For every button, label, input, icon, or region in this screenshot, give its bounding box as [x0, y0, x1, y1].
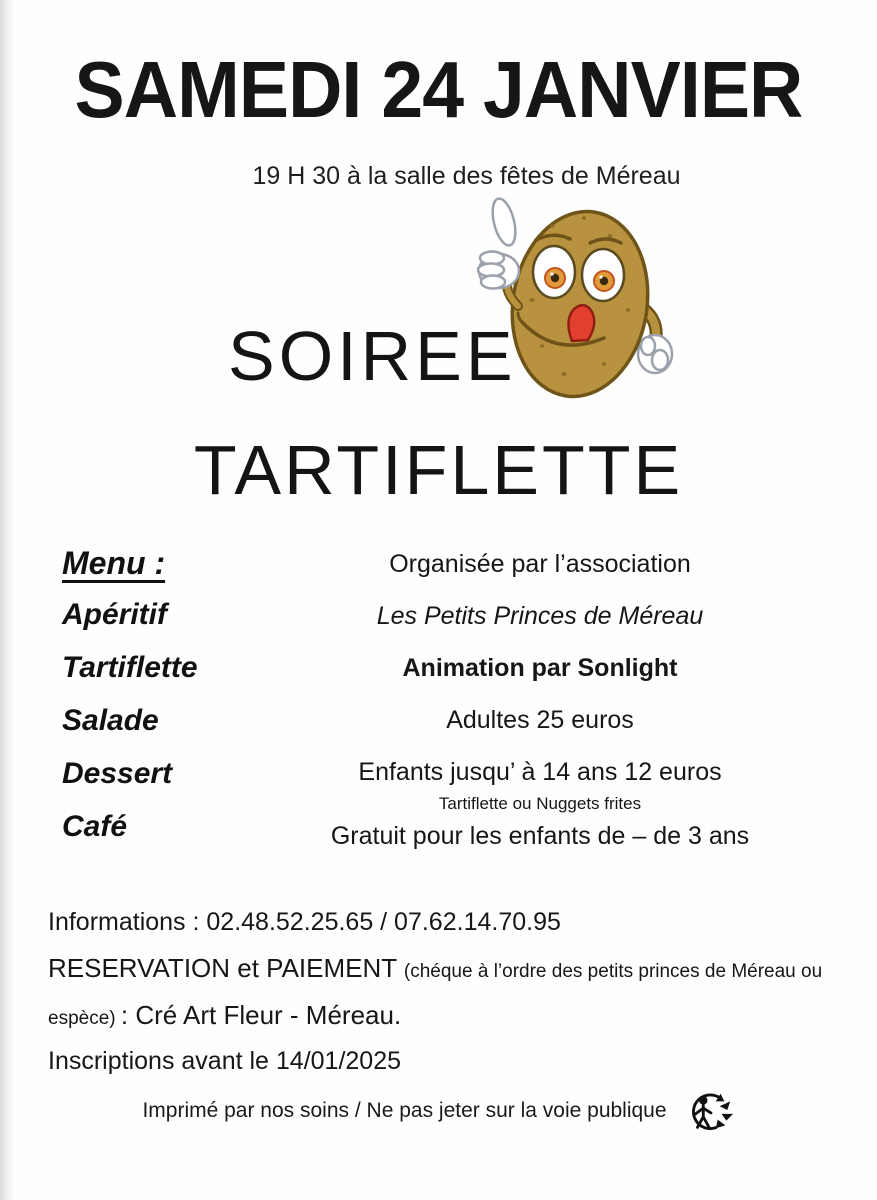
footer — [0, 1088, 877, 1134]
menu-item-dessert: Dessert — [62, 757, 173, 790]
menu-item-tartiflette: Tartiflette — [62, 651, 198, 684]
triman-recycle-icon — [685, 1088, 735, 1134]
reservation-label: RESERVATION et PAIEMENT — [48, 953, 404, 983]
reservation-line — [48, 953, 840, 984]
reservation-note-cont: espèce) — [48, 1008, 121, 1029]
deadline-line: Inscriptions avant le 14/01/2025 — [48, 1047, 402, 1075]
organizer-name: Les Petits Princes de Méreau — [376, 602, 704, 630]
reservation-note: (chéque à l’ordre des petits princes de Méreau ou — [403, 961, 823, 982]
animation-line: Animation par Sonlight — [402, 654, 678, 682]
event-title-line1: SOIREE — [228, 317, 517, 395]
glove-thumbs-up — [478, 196, 520, 288]
glove-fist — [638, 335, 672, 373]
free-children-line: Gratuit pour les enfants de – de 3 ans — [330, 822, 750, 850]
menu-item-cafe: Café — [62, 810, 128, 843]
poster-title: SAMEDI 24 JANVIER — [74, 45, 803, 134]
price-adults: Adultes 25 euros — [446, 706, 634, 734]
mascot-tongue — [568, 305, 594, 341]
reservation-place: : Cré Art Fleur - Méreau. — [120, 1000, 402, 1030]
organizer-intro: Organisée par l’association — [389, 550, 691, 578]
details-section — [258, 550, 822, 874]
info-section — [48, 908, 840, 1092]
informations-line: Informations : 02.48.52.25.65 / 07.62.14.70.95 — [48, 908, 561, 936]
footer-text: Imprimé par nos soins / Ne pas jeter sur la voie publique — [142, 1099, 667, 1122]
menu-item-aperitif: Apéritif — [62, 598, 167, 631]
reservation-line-2 — [48, 1000, 840, 1031]
menu-heading: Menu : — [62, 545, 166, 581]
menu-item-salade: Salade — [62, 704, 159, 737]
event-title-line2: TARTIFLETTE — [193, 431, 684, 509]
children-menu-note: Tartiflette ou Nuggets frites — [438, 794, 642, 813]
poster-subtitle: 19 H 30 à la salle des fêtes de Méreau — [252, 162, 681, 190]
price-children: Enfants jusqu’ à 14 ans 12 euros — [358, 758, 722, 786]
